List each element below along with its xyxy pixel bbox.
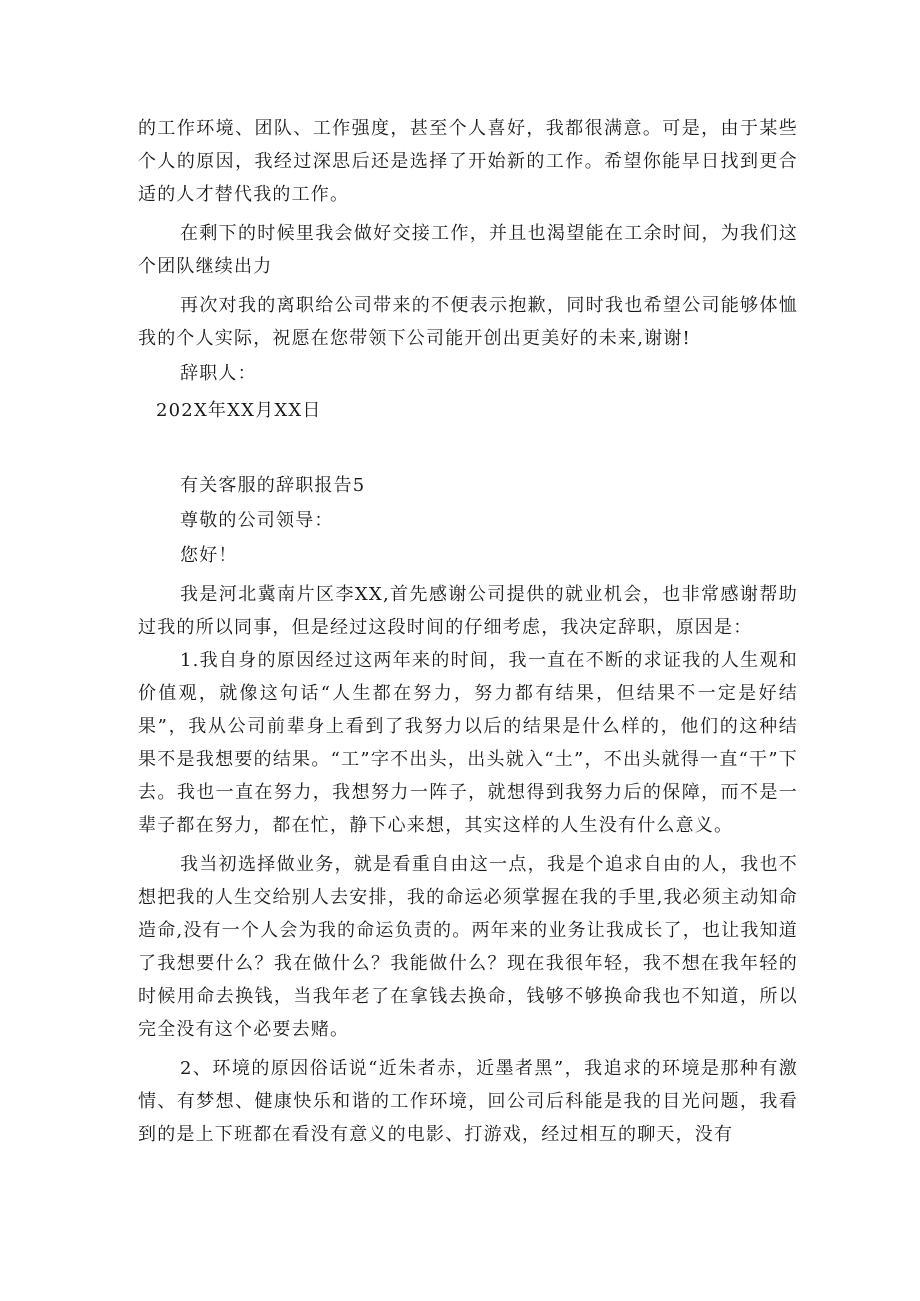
signer-label: 辞职人： xyxy=(180,363,257,384)
salutation: 尊敬的公司领导： xyxy=(180,510,334,531)
paragraph-handover: 在剩下的时候里我会做好交接工作，并且也渴望能在工余时间，为我们这个团队继续出力 xyxy=(138,223,798,277)
greeting: 您好！ xyxy=(180,545,238,566)
paragraph-choice: 我当初选择做业务，就是看重自由这一点，我是个追求自由的人，我也不想把我的人生交给别人去安排，我的命运必须掌握在我的手里,我必须主动知命造命,没有一个人会为我的命运负责的。两年来的业务让我成长了，也让我知道了我想要什么？我在做什么？我能做什么？现在我很年轻，我不想在我年轻的时候用命去换钱，当我年老了在拿钱去换命，钱够不够换命我也不知道，所以完全没有这个必要去赌。 xyxy=(138,854,798,1040)
paragraph-reason-1: 1.我自身的原因经过这两年来的时间，我一直在不断的求证我的人生观和价值观，就像这句话“人生都在努力，努力都有结果，但结果不一定是好结果”，我从公司前辈身上看到了我努力以后的结果是什么样的，他们的这种结果不是我想要的结果。“工”字不出头，出头就入“土”，不出头就得一直“干”下去。我也一直在努力，我想努力一阵子，就想得到我努力后的保障，而不是一辈子都在努力，都在忙，静下心来想，其实这样的人生没有什么意义。 xyxy=(138,650,798,836)
date-line: 202X年XX月XX日 xyxy=(156,400,322,421)
document-body xyxy=(138,112,798,1151)
section-title: 有关客服的辞职报告5 xyxy=(180,475,366,496)
paragraph-intro: 我是河北冀南片区李XX,首先感谢公司提供的就业机会，也非常感谢帮助过我的所以同事，但是经过这段时间的仔细考虑，我决定辞职，原因是： xyxy=(138,584,798,638)
paragraph-reason-2: 2、环境的原因俗话说“近朱者赤，近墨者黑”，我追求的环境是那种有激情、有梦想、健康快乐和谐的工作环境，回公司后科能是我的目光问题，我看到的是上下班都在看没有意义的电影、打游戏，经过相互的聊天，没有 xyxy=(138,1058,798,1145)
paragraph-opening: 的工作环境、团队、工作强度，甚至个人喜好，我都很满意。可是，由于某些个人的原因，我经过深思后还是选择了开始新的工作。希望你能早日找到更合适的人才替代我的工作。 xyxy=(138,118,798,205)
paragraph-apology: 再次对我的离职给公司带来的不便表示抱歉，同时我也希望公司能够体恤我的个人实际，祝愿在您带领下公司能开创出更美好的未来,谢谢! xyxy=(138,295,798,349)
